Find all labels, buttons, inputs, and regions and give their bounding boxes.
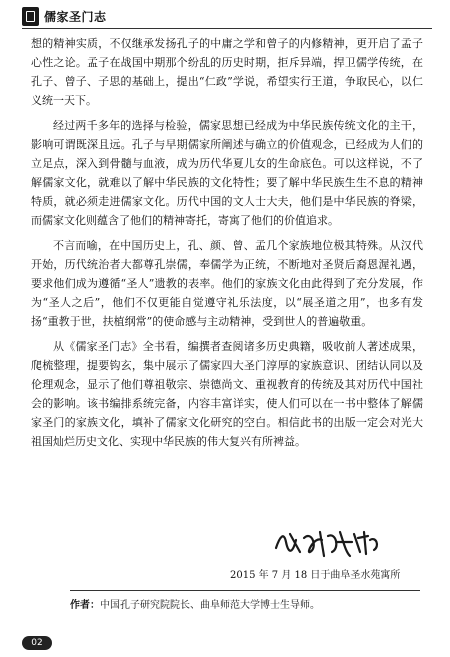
paragraph: 经过两千多年的选择与检验，儒家思想已经成为中华民族传统文化的主干，影响可谓既深且远。孔子与早期儒家所阐述与确立的价值观念，已经成为人们的立足点，深入到骨髓与血液，成为历代华夏儿女的生命底色。可以这样说，不了解儒家文化，就难以了解中华民族的文化特性；要了解中华民族生生不息的精神特质，就必须走进儒家文化。历代中国的文人士大夫，他们是中华民族的脊梁，而儒家文化则蕴含了他们的精神寄托，寄寓了他们的价值追求。 — [31, 119, 423, 227]
signature-date-place: 2015 年 7 月 18 日于曲阜圣水苑寓所 — [230, 570, 401, 581]
footnote-divider — [70, 590, 420, 591]
running-header-title: 儒家圣门志 — [44, 10, 107, 24]
author-footnote — [70, 596, 320, 611]
paragraph: 不言而喻，在中国历史上，孔、颜、曾、孟几个家族地位极其特殊。从汉代开始，历代统治者大都尊孔崇儒，奉儒学为正统，不断地对圣贤后裔恩渥礼遇，要求他们成为遵循“圣人”遗教的表率。他们的家族文化由此得到了充分发展，作为“圣人之后”，他们不仅更能自觉遵守礼乐法度，以“展圣道之用”，也多有发扬“重教于世，扶植纲常”的使命感与主动精神，受到世人的普遍敬重。 — [31, 239, 423, 328]
paragraph-continuation: 想的精神实质，不仅继承发扬孔子的中庸之学和曾子的内修精神，更开启了孟子心性之论。孟子在战国中期那个纷乱的历史时期，拒斥异端，捍卫儒学传统，在孔子、曾子、子思的基础上，提出“仁政”学说，希望实行王道，争取民心，以仁义统一天下。 — [31, 37, 423, 107]
header-divider — [22, 28, 432, 29]
preface-body — [31, 34, 423, 451]
page-number: 02 — [22, 636, 52, 650]
handwritten-signature — [270, 522, 390, 562]
book-logo-icon — [22, 7, 39, 26]
paragraph: 从《儒家圣门志》全书看，编撰者查阅诸多历史典籍，吸收前人著述成果，爬梳整理，提要钩玄，集中展示了儒家四大圣门淳厚的家族意识、团结认同以及伦理观念，显示了他们尊祖敬宗、崇德尚文、重视教育的传统及其对历代中国社会的影响。该书编排系统完备，内容丰富详实，使人们可以在一书中整体了解儒家圣门的家族文化，填补了儒家文化研究的空白。相信此书的出版一定会对光大祖国灿烂历史文化、实现中华民族的伟大复兴有所裨益。 — [31, 340, 423, 448]
author-description: 中国孔子研究院院长、曲阜师范大学博士生导师。 — [100, 600, 320, 611]
author-label: 作者： — [70, 600, 100, 611]
running-header — [22, 6, 432, 28]
